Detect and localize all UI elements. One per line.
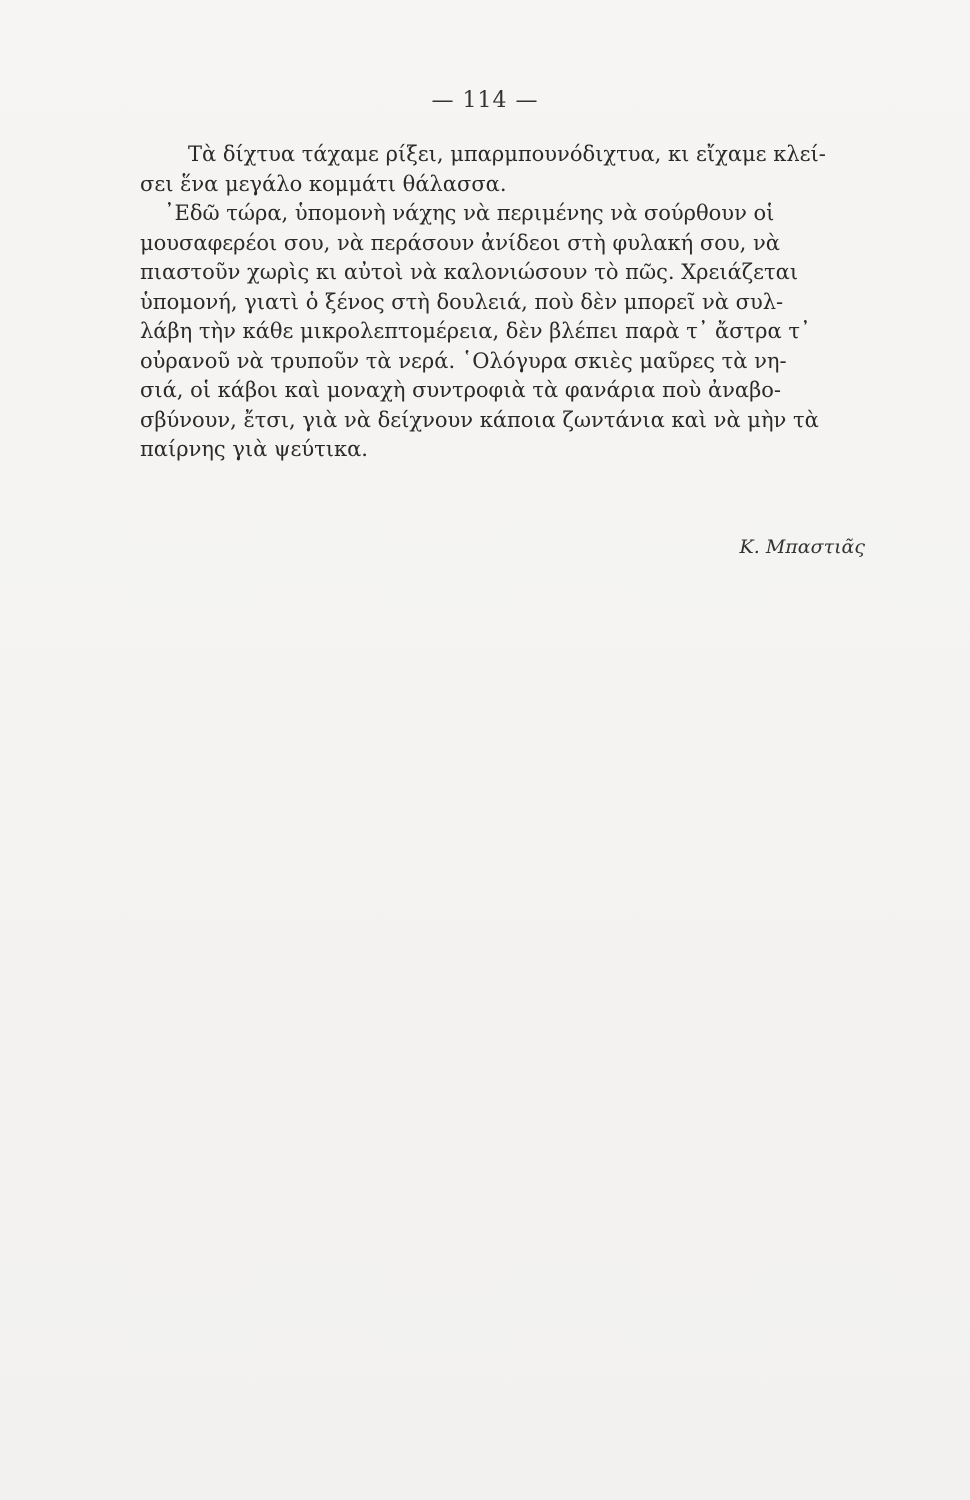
text-line: σει ἕνα μεγάλο κομμάτι θάλασσα. [140, 171, 507, 196]
text-line: σβύνουν, ἔτσι, γιὰ νὰ δείχνουν κάποια ζωντάνια καὶ νὰ μὴν τὰ [140, 407, 819, 432]
text-line: σιά, οἱ κάβοι καὶ μοναχὴ συντροφιὰ τὰ φανάρια ποὺ ἀναβο- [140, 378, 781, 402]
author-signature: Κ. Μπαστιᾶς [739, 536, 865, 558]
text-line: ᾽Εδῶ τώρα, ὑπομονὴ νάχης νὰ περιμένης νὰ σούρθουν οἱ [164, 201, 775, 225]
body-text [140, 140, 900, 465]
text-line: μουσαφερέοι σου, νὰ περάσουν ἀνίδεοι στὴ φυλακή σου, νὰ [140, 230, 780, 255]
text-line: Τὰ δίχτυα τάχαμε ρίξει, μπαρμπουνόδιχτυα, κι εἴχαμε κλεί- [188, 142, 826, 166]
text-line: οὐρανοῦ νὰ τρυποῦν τὰ νερά. ῾Ολόγυρα σκιὲς μαῦρες τὰ νη- [140, 348, 787, 373]
text-line: λάβη τὴν κάθε μικρολεπτομέρεια, δὲν βλέπει παρὰ τ᾽ ἄστρα τ᾽ [140, 319, 811, 343]
text-line: ὑπομονή, γιατὶ ὁ ξένος στὴ δουλειά, ποὺ δὲν μπορεῖ νὰ συλ- [140, 289, 784, 314]
text-line: πιαστοῦν χωρὶς κι αὐτοὶ νὰ καλονιώσουν τὸ πῶς. Χρειάζεται [140, 260, 799, 284]
page-number: — 114 — [431, 88, 539, 113]
text-line: παίρνης γιὰ ψεύτικα. [140, 437, 368, 461]
